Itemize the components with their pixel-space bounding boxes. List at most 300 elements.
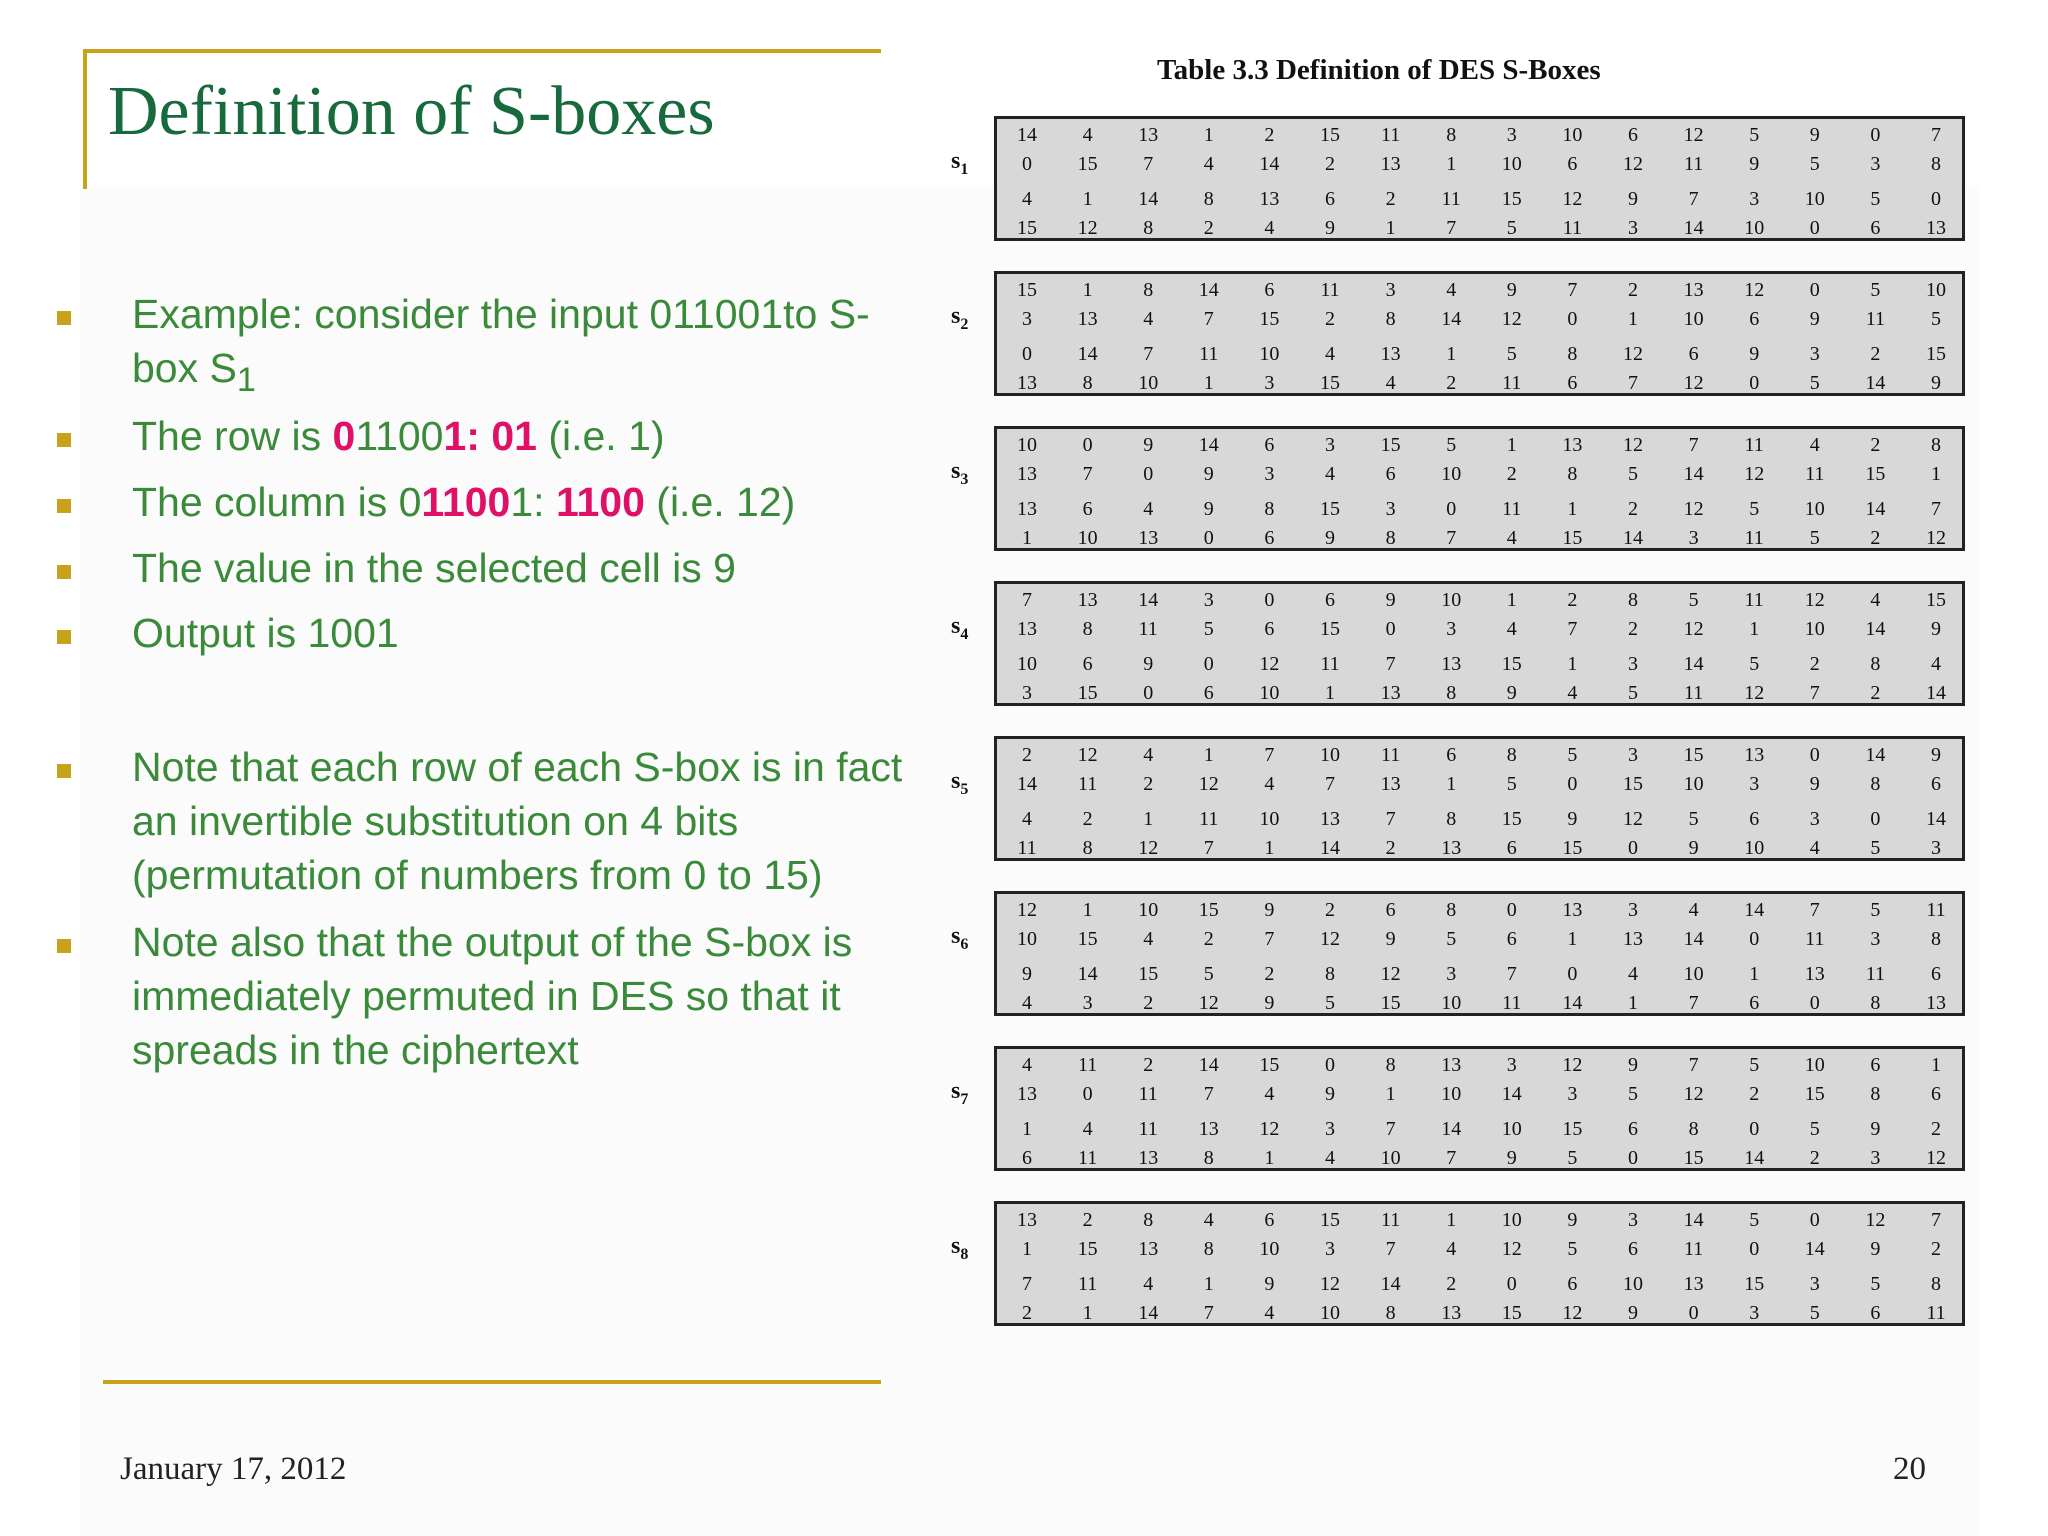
sbox-cell: 0 xyxy=(1749,1238,1760,1260)
sbox-cell: 11 xyxy=(1380,124,1401,146)
sbox-cell: 10 xyxy=(1320,1302,1340,1324)
sbox-cell: 3 xyxy=(1688,527,1699,549)
sbox-cell: 9 xyxy=(1203,463,1214,485)
sbox-cell: 7 xyxy=(1446,217,1457,239)
sbox-cell: 5 xyxy=(1931,308,1941,330)
sbox-cell: 12 xyxy=(1683,372,1704,394)
sbox-cell: 8 xyxy=(1446,682,1457,704)
sbox-cell: 5 xyxy=(1567,744,1578,766)
sbox-cell: 13 xyxy=(1077,308,1098,330)
sbox-cell: 9 xyxy=(1870,1118,1881,1140)
sbox-cell: 0 xyxy=(1325,1054,1335,1076)
sbox-cell: 2 xyxy=(1143,992,1154,1014)
sbox-cell: 11 xyxy=(1683,1238,1704,1260)
sbox-row xyxy=(997,1080,1962,1108)
sbox-cell: 4 xyxy=(1022,992,1032,1014)
sbox-cell: 15 xyxy=(1562,1118,1583,1140)
sbox-cell: 8 xyxy=(1082,372,1093,394)
sbox-cell: 10 xyxy=(1017,653,1037,675)
sbox-cell: 6 xyxy=(1385,899,1396,921)
sbox-cell: 9 xyxy=(1325,527,1335,549)
sbox-cell: 5 xyxy=(1446,434,1457,456)
sbox-label-letter: s xyxy=(951,458,961,484)
sbox-cell: 11 xyxy=(1805,463,1825,485)
sbox-cell: 12 xyxy=(1320,1273,1340,1295)
sbox-cell: 1 xyxy=(1203,124,1214,146)
sbox-cell: 4 xyxy=(1143,928,1154,950)
sbox-cell: 12 xyxy=(1683,124,1704,146)
sbox-cell: 12 xyxy=(1017,899,1037,921)
sbox-cell: 8 xyxy=(1325,963,1335,985)
sbox-cell: 7 xyxy=(1567,618,1578,640)
text-run: Output is 1001 xyxy=(132,610,399,656)
sbox-cell: 15 xyxy=(1926,343,1946,365)
sbox-cell: 4 xyxy=(1809,837,1820,859)
sbox-cell: 2 xyxy=(1628,618,1638,640)
sbox-cell: 7 xyxy=(1931,1209,1941,1231)
sbox-cell: 11 xyxy=(1199,343,1219,365)
sbox-cell: 15 xyxy=(1683,1147,1704,1169)
sbox-cell: 6 xyxy=(1506,928,1517,950)
sbox-cell: 15 xyxy=(1259,308,1280,330)
sbox-row xyxy=(997,1144,1962,1172)
bullet-text xyxy=(132,541,912,595)
sbox-cell: 1 xyxy=(1749,618,1760,640)
sbox-label-index: 7 xyxy=(960,1090,969,1108)
sbox-cell: 12 xyxy=(1623,808,1643,830)
sbox-cell: 3 xyxy=(1506,124,1517,146)
sbox-cell: 14 xyxy=(1198,279,1219,301)
sbox-cell: 14 xyxy=(1320,837,1340,859)
sbox-cell: 8 xyxy=(1446,124,1457,146)
sbox-cell: 6 xyxy=(1082,653,1093,675)
sbox-row xyxy=(997,431,1962,459)
text-run: Example: consider the input 011001to S-box S xyxy=(132,291,870,391)
sbox-cell: 4 xyxy=(1143,1273,1154,1295)
sbox-cell: 6 xyxy=(1506,837,1517,859)
sbox-cell: 10 xyxy=(1259,682,1280,704)
sbox-cell: 0 xyxy=(1446,498,1457,520)
sbox-cell: 12 xyxy=(1501,1238,1522,1260)
sbox-cell: 7 xyxy=(1143,343,1154,365)
sbox-cell: 0 xyxy=(1809,217,1820,239)
sbox-cell: 11 xyxy=(1683,153,1704,175)
sbox-cell: 0 xyxy=(1870,124,1881,146)
sbox-row xyxy=(997,1115,1962,1143)
sbox-cell: 15 xyxy=(1501,1302,1522,1324)
sbox-row xyxy=(997,524,1962,552)
sbox-cell: 0 xyxy=(1143,682,1154,704)
sbox-cell: 9 xyxy=(1325,1083,1335,1105)
sbox-cell: 1 xyxy=(1022,527,1032,549)
sbox-cell: 3 xyxy=(1628,744,1638,766)
sbox-cell: 9 xyxy=(1264,899,1275,921)
sbox-cell: 4 xyxy=(1082,1118,1093,1140)
sbox-cell: 9 xyxy=(1506,279,1517,301)
sbox-cell: 5 xyxy=(1567,1147,1578,1169)
sbox-cell: 6 xyxy=(1567,1273,1578,1295)
sbox-cell: 14 xyxy=(1683,928,1704,950)
sbox-label xyxy=(951,923,968,954)
sbox-cell: 15 xyxy=(1320,1209,1340,1231)
sbox-cell: 6 xyxy=(1870,1302,1881,1324)
sbox-label xyxy=(951,768,968,799)
sbox-cell: 3 xyxy=(1628,899,1638,921)
sbox-cell: 1 xyxy=(1203,1273,1214,1295)
sbox-row xyxy=(997,989,1962,1017)
sbox-cell: 0 xyxy=(1143,463,1154,485)
sbox-cell: 11 xyxy=(1320,279,1340,301)
sbox-cell: 13 xyxy=(1138,124,1159,146)
sbox-cell: 0 xyxy=(1264,589,1275,611)
sbox-cell: 4 xyxy=(1325,1147,1335,1169)
sbox-cell: 5 xyxy=(1446,928,1457,950)
sbox-cell: 8 xyxy=(1870,1083,1881,1105)
sbox-cell: 3 xyxy=(1749,1302,1760,1324)
sbox-cell: 5 xyxy=(1567,1238,1578,1260)
text-run: (i.e. 12) xyxy=(644,479,796,525)
sbox-cell: 3 xyxy=(1385,498,1396,520)
sbox-cell: 8 xyxy=(1567,463,1578,485)
sbox-cell: 14 xyxy=(1077,963,1098,985)
sbox-cell: 11 xyxy=(1926,899,1946,921)
sbox-cell: 6 xyxy=(1264,279,1275,301)
sbox-cell: 8 xyxy=(1385,527,1396,549)
sbox-cell: 12 xyxy=(1623,153,1643,175)
sbox-cell: 8 xyxy=(1446,899,1457,921)
sbox-cell: 10 xyxy=(1441,463,1462,485)
sbox-cell: 1 xyxy=(1931,463,1941,485)
sbox-cell: 12 xyxy=(1380,963,1401,985)
sbox-cell: 8 xyxy=(1143,279,1154,301)
sbox-cell: 8 xyxy=(1931,153,1941,175)
sbox-cell: 13 xyxy=(1380,682,1401,704)
sbox-cell: 6 xyxy=(1203,682,1214,704)
sbox-cell: 10 xyxy=(1380,1147,1401,1169)
sbox-cell: 15 xyxy=(1623,773,1643,795)
sbox-cell: 13 xyxy=(1683,279,1704,301)
sbox-cell: 6 xyxy=(1870,1054,1881,1076)
sbox-cell: 13 xyxy=(1017,1209,1037,1231)
sbox-cell: 9 xyxy=(1385,928,1396,950)
sbox-cell: 13 xyxy=(1441,1302,1462,1324)
sbox-cell: 3 xyxy=(1264,463,1275,485)
sbox-cell: 2 xyxy=(1325,308,1335,330)
sbox-cell: 12 xyxy=(1926,527,1946,549)
sbox-cell: 0 xyxy=(1385,618,1396,640)
sbox-cell: 14 xyxy=(1865,372,1886,394)
sbox-cell: 8 xyxy=(1931,1273,1941,1295)
sbox-cell: 3 xyxy=(1446,618,1457,640)
sbox-cell: 8 xyxy=(1385,1302,1396,1324)
sbox-cell: 13 xyxy=(1926,992,1946,1014)
bullet-text xyxy=(132,409,912,463)
sbox-cell: 13 xyxy=(1138,1147,1159,1169)
sbox-cell: 10 xyxy=(1077,527,1098,549)
text-run: The column is 0 xyxy=(132,479,422,525)
sbox-cell: 11 xyxy=(1926,1302,1946,1324)
sbox-cell: 1 xyxy=(1082,279,1093,301)
sbox-cell: 3 xyxy=(1446,963,1457,985)
sbox-cell: 3 xyxy=(1749,188,1760,210)
sbox-cell: 11 xyxy=(1502,498,1522,520)
sbox-row xyxy=(997,650,1962,678)
sbox-label-index: 3 xyxy=(960,470,969,488)
sbox-cell: 0 xyxy=(1628,1147,1638,1169)
sbox-label-index: 6 xyxy=(960,935,969,953)
sbox-cell: 9 xyxy=(1628,188,1638,210)
sbox-cell: 7 xyxy=(1203,1302,1214,1324)
sbox-cell: 11 xyxy=(1562,217,1583,239)
sbox-cell: 4 xyxy=(1022,188,1032,210)
sbox-row xyxy=(997,925,1962,953)
sbox-cell: 2 xyxy=(1506,463,1517,485)
sbox-cell: 6 xyxy=(1264,618,1275,640)
sbox-cell: 7 xyxy=(1022,589,1032,611)
sbox-cell: 9 xyxy=(1688,837,1699,859)
bullet-text xyxy=(132,915,912,1077)
sbox-cell: 14 xyxy=(1441,1118,1462,1140)
sbox-cell: 13 xyxy=(1017,498,1037,520)
sbox-cell: 1 xyxy=(1506,434,1517,456)
sbox-cell: 10 xyxy=(1441,992,1462,1014)
sbox-cell: 12 xyxy=(1623,343,1643,365)
sbox-cell: 3 xyxy=(1385,279,1396,301)
sbox-cell: 15 xyxy=(1865,463,1886,485)
sbox-cell: 3 xyxy=(1506,1054,1517,1076)
sbox-label-index: 5 xyxy=(960,780,969,798)
sbox-cell: 10 xyxy=(1926,279,1946,301)
sbox-cell: 8 xyxy=(1385,308,1396,330)
slide-title: Definition of S-boxes xyxy=(108,73,715,150)
sbox-cell: 7 xyxy=(1567,279,1578,301)
sbox-cell: 6 xyxy=(1870,217,1881,239)
sbox-cell: 8 xyxy=(1931,928,1941,950)
sbox-cell: 9 xyxy=(1628,1054,1638,1076)
sbox-cell: 1 xyxy=(1931,1054,1941,1076)
sbox-cell: 6 xyxy=(1688,343,1699,365)
sbox-row xyxy=(997,460,1962,488)
sbox-cell: 15 xyxy=(1077,153,1098,175)
sbox-cell: 0 xyxy=(1870,808,1881,830)
sbox-cell: 7 xyxy=(1143,153,1154,175)
sbox-cell: 11 xyxy=(1683,682,1704,704)
sbox-cell: 2 xyxy=(1022,1302,1032,1324)
sbox-cell: 1 xyxy=(1264,837,1275,859)
text-run: Note also that the output of the S-box is immediately permuted in DES so that it spreads in the ciphertext xyxy=(132,919,853,1073)
sbox-cell: 4 xyxy=(1264,217,1275,239)
sbox-label-index: 4 xyxy=(960,625,969,643)
sbox-cell: 2 xyxy=(1809,653,1820,675)
sbox-cell: 4 xyxy=(1506,618,1517,640)
sbox-cell: 15 xyxy=(1501,808,1522,830)
sbox-cell: 11 xyxy=(1077,773,1098,795)
sbox-cell: 8 xyxy=(1264,498,1275,520)
sbox-cell: 10 xyxy=(1138,372,1159,394)
sbox-cell: 4 xyxy=(1931,653,1941,675)
sbox-label-letter: s xyxy=(951,1233,961,1259)
sbox-cell: 1 xyxy=(1385,217,1396,239)
sbox-cell: 13 xyxy=(1441,653,1462,675)
sbox-cell: 15 xyxy=(1320,498,1340,520)
sbox-label xyxy=(951,1233,968,1264)
sbox-cell: 6 xyxy=(1628,1238,1638,1260)
sbox-cell: 12 xyxy=(1683,498,1704,520)
sbox-grid xyxy=(994,1046,1965,1171)
sbox-cell: 9 xyxy=(1325,217,1335,239)
sbox-cell: 4 xyxy=(1264,1302,1275,1324)
sbox-cell: 10 xyxy=(1259,343,1280,365)
sbox-row xyxy=(997,495,1962,523)
sbox-cell: 13 xyxy=(1320,808,1340,830)
sbox-cell: 2 xyxy=(1931,1118,1941,1140)
sbox-cell: 2 xyxy=(1385,188,1396,210)
sbox-cell: 8 xyxy=(1203,1238,1214,1260)
sbox-cell: 7 xyxy=(1203,1083,1214,1105)
square-bullet-icon xyxy=(57,764,71,778)
sbox-grid xyxy=(994,581,1965,706)
sbox-label-index: 2 xyxy=(960,315,969,333)
sbox-cell: 6 xyxy=(1264,527,1275,549)
sbox-cell: 15 xyxy=(1744,1273,1765,1295)
sbox-cell: 15 xyxy=(1259,1054,1280,1076)
sbox-cell: 0 xyxy=(1749,928,1760,950)
sbox-cell: 5 xyxy=(1809,153,1820,175)
sbox-cell: 14 xyxy=(1017,124,1037,146)
sbox-cell: 4 xyxy=(1143,744,1154,766)
footer-rule xyxy=(103,1380,881,1384)
sbox-cell: 8 xyxy=(1143,217,1154,239)
sbox-cell: 15 xyxy=(1077,928,1098,950)
sbox-cell: 3 xyxy=(1264,372,1275,394)
sbox-row xyxy=(997,214,1962,242)
sbox-cell: 14 xyxy=(1865,618,1886,640)
sbox-cell: 11 xyxy=(1744,434,1764,456)
sbox-cell: 10 xyxy=(1562,124,1583,146)
sbox-cell: 1 xyxy=(1082,899,1093,921)
highlighted-text: 1: 01 xyxy=(443,413,537,459)
sbox-cell: 11 xyxy=(1805,928,1825,950)
sbox-cell: 4 xyxy=(1688,899,1699,921)
sbox-cell: 6 xyxy=(1567,153,1578,175)
sbox-cell: 13 xyxy=(1380,343,1401,365)
sbox-cell: 6 xyxy=(1749,992,1760,1014)
sbox-cell: 2 xyxy=(1628,279,1638,301)
sbox-cell: 7 xyxy=(1264,928,1275,950)
sbox-cell: 7 xyxy=(1688,434,1699,456)
sbox-cell: 6 xyxy=(1264,434,1275,456)
sbox-cell: 5 xyxy=(1870,837,1881,859)
sbox-cell: 7 xyxy=(1022,1273,1032,1295)
sbox-cell: 14 xyxy=(1865,744,1886,766)
sbox-row xyxy=(997,150,1962,178)
square-bullet-icon xyxy=(57,311,71,325)
sbox-cell: 11 xyxy=(1865,963,1886,985)
sbox-cell: 10 xyxy=(1501,153,1522,175)
sbox-cell: 11 xyxy=(1502,992,1522,1014)
sbox-cell: 9 xyxy=(1143,434,1154,456)
sbox-cell: 1 xyxy=(1203,744,1214,766)
sbox-cell: 14 xyxy=(1744,1147,1765,1169)
sbox-cell: 2 xyxy=(1446,372,1457,394)
sbox-cell: 3 xyxy=(1809,343,1820,365)
bullet-text xyxy=(132,475,912,529)
sbox-cell: 1 xyxy=(1446,1209,1457,1231)
sbox-row xyxy=(997,369,1962,397)
sbox-cell: 3 xyxy=(1870,1147,1881,1169)
sbox-cell: 12 xyxy=(1683,618,1704,640)
sbox-cell: 13 xyxy=(1683,1273,1704,1295)
sbox-cell: 9 xyxy=(1931,372,1941,394)
sbox-label xyxy=(951,613,968,644)
sbox-cell: 13 xyxy=(1017,463,1037,485)
sbox-cell: 5 xyxy=(1506,217,1517,239)
sbox-cell: 8 xyxy=(1506,744,1517,766)
sbox-cell: 0 xyxy=(1203,527,1214,549)
sbox-cell: 8 xyxy=(1870,653,1881,675)
sbox-cell: 14 xyxy=(1198,434,1219,456)
sbox-cell: 15 xyxy=(1501,188,1522,210)
sbox-cell: 10 xyxy=(1623,1273,1643,1295)
sbox-cell: 3 xyxy=(1870,153,1881,175)
sbox-label xyxy=(951,1078,968,1109)
sbox-cell: 10 xyxy=(1138,899,1159,921)
sbox-cell: 11 xyxy=(1077,1147,1098,1169)
sbox-cell: 10 xyxy=(1683,963,1704,985)
sbox-row xyxy=(997,1299,1962,1327)
sbox-cell: 13 xyxy=(1017,618,1037,640)
sbox-cell: 6 xyxy=(1931,1083,1941,1105)
sbox-cell: 13 xyxy=(1562,899,1583,921)
sbox-cell: 1 xyxy=(1446,153,1457,175)
sbox-row xyxy=(997,741,1962,769)
sbox-cell: 1 xyxy=(1325,682,1335,704)
sbox-cell: 11 xyxy=(1502,372,1522,394)
sbox-cell: 5 xyxy=(1870,899,1881,921)
sbox-label-index: 8 xyxy=(960,1245,969,1263)
sbox-cell: 2 xyxy=(1143,773,1154,795)
sbox-label-letter: s xyxy=(951,768,961,794)
sbox-cell: 13 xyxy=(1744,744,1765,766)
sbox-cell: 11 xyxy=(1744,589,1764,611)
sbox-cell: 8 xyxy=(1870,773,1881,795)
sbox-cell: 12 xyxy=(1562,1302,1583,1324)
sbox-cell: 12 xyxy=(1623,434,1643,456)
sbox-row xyxy=(997,340,1962,368)
sbox-cell: 10 xyxy=(1259,1238,1280,1260)
sbox-cell: 12 xyxy=(1259,653,1280,675)
sbox-cell: 11 xyxy=(1744,527,1764,549)
sbox-cell: 7 xyxy=(1082,463,1093,485)
sbox-cell: 13 xyxy=(1804,963,1825,985)
sbox-cell: 7 xyxy=(1385,653,1396,675)
sbox-cell: 0 xyxy=(1809,744,1820,766)
sbox-cell: 5 xyxy=(1628,682,1638,704)
sbox-cell: 11 xyxy=(1441,188,1461,210)
sbox-cell: 8 xyxy=(1082,837,1093,859)
sbox-cell: 14 xyxy=(1926,682,1946,704)
sbox-row xyxy=(997,1235,1962,1263)
sbox-cell: 2 xyxy=(1870,434,1881,456)
sbox-cell: 12 xyxy=(1501,308,1522,330)
sbox-cell: 4 xyxy=(1143,308,1154,330)
footer-date: January 17, 2012 xyxy=(120,1451,347,1487)
sbox-label-letter: s xyxy=(951,613,961,639)
sbox-cell: 2 xyxy=(1870,527,1881,549)
sbox-cell: 15 xyxy=(1320,618,1340,640)
sbox-cell: 10 xyxy=(1744,837,1765,859)
sbox-cell: 5 xyxy=(1506,343,1517,365)
